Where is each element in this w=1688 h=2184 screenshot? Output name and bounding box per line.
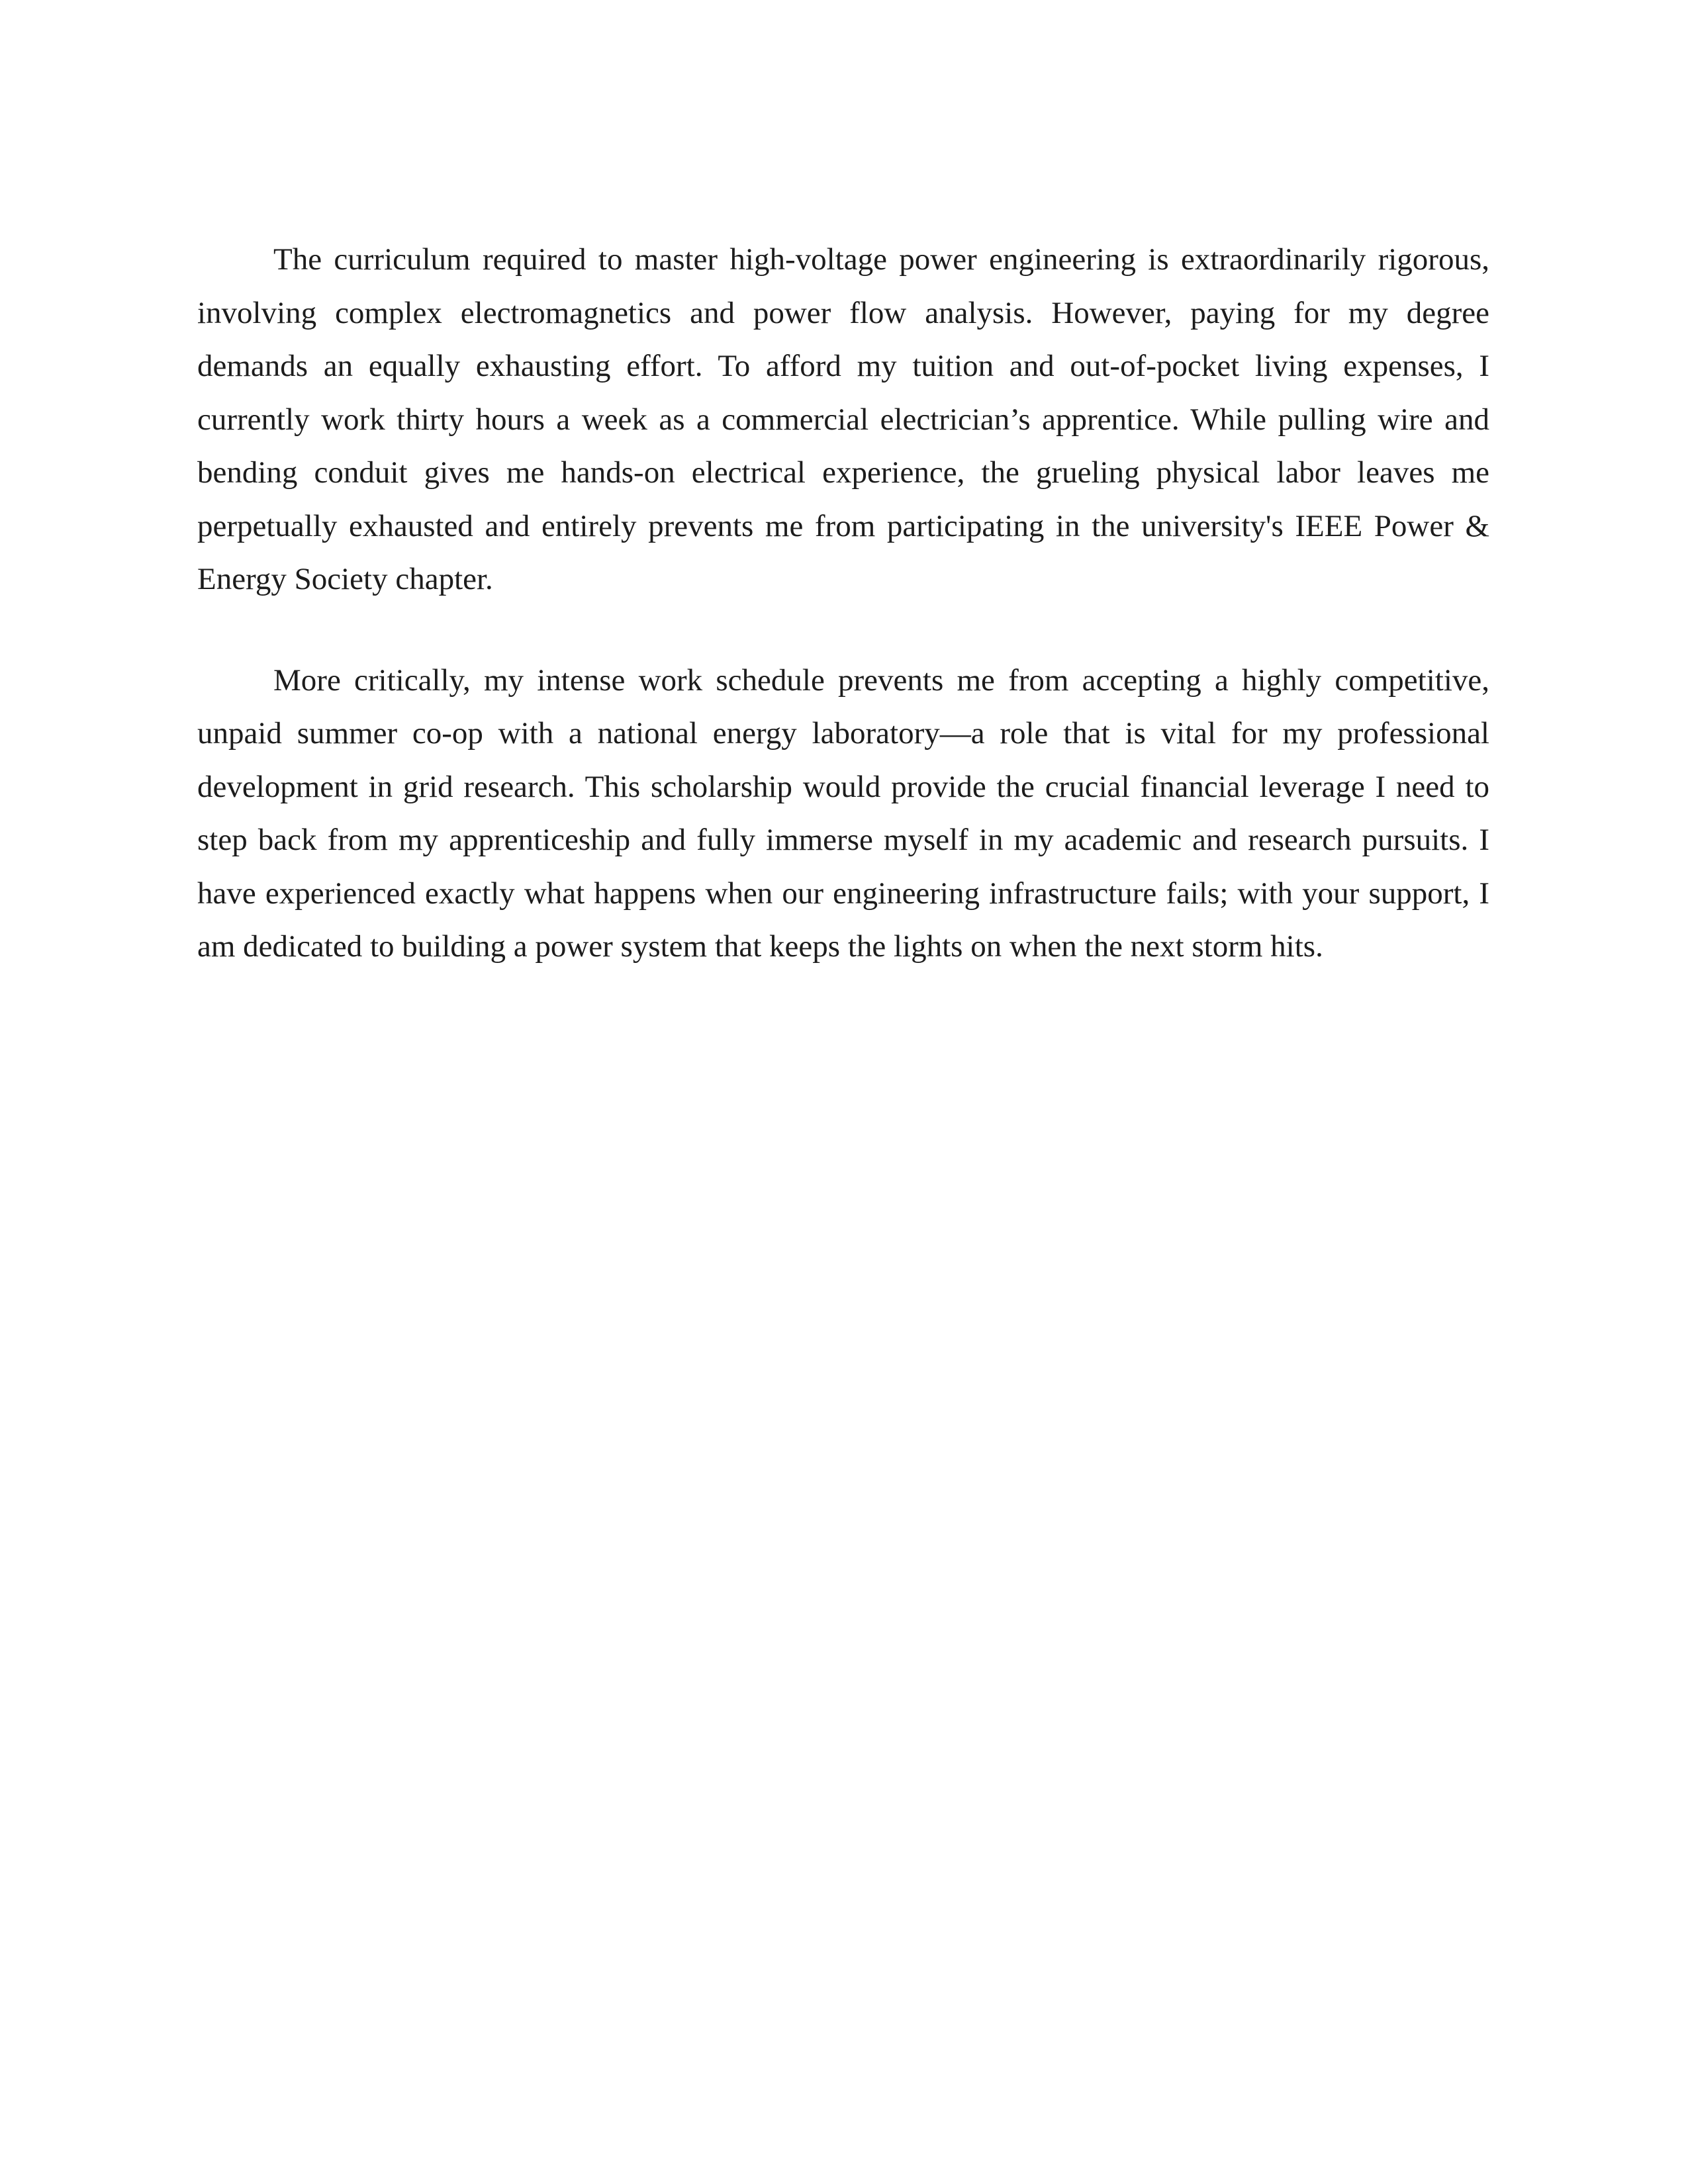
document-body [197,233,1489,1021]
paragraph-1: The curriculum required to master high-voltage power engineering is extraordinarily rigorous, involving complex electromagnetics and power flow analysis. However, paying for my degree demands an equally exhausting effort. To afford my tuition and out-of-pocket living expenses, I currently work thirty hours a week as a commercial electrician’s apprentice. While pulling wire and bending conduit gives me hands-on electrical experience, the grueling physical labor leaves me perpetually exhausted and entirely prevents me from participating in the university's IEEE Power & Energy Society chapter. [197,242,1489,596]
paragraph-2: More critically, my intense work schedule prevents me from accepting a highly competitive, unpaid summer co-op with a national energy laboratory—a role that is vital for my professional development in grid research. This scholarship would provide the crucial financial leverage I need to step back from my apprenticeship and fully immerse myself in my academic and research pursuits. I have experienced exactly what happens when our engineering infrastructure fails; with your support, I am dedicated to building a power system that keeps the lights on when the next storm hits. [197,662,1489,964]
